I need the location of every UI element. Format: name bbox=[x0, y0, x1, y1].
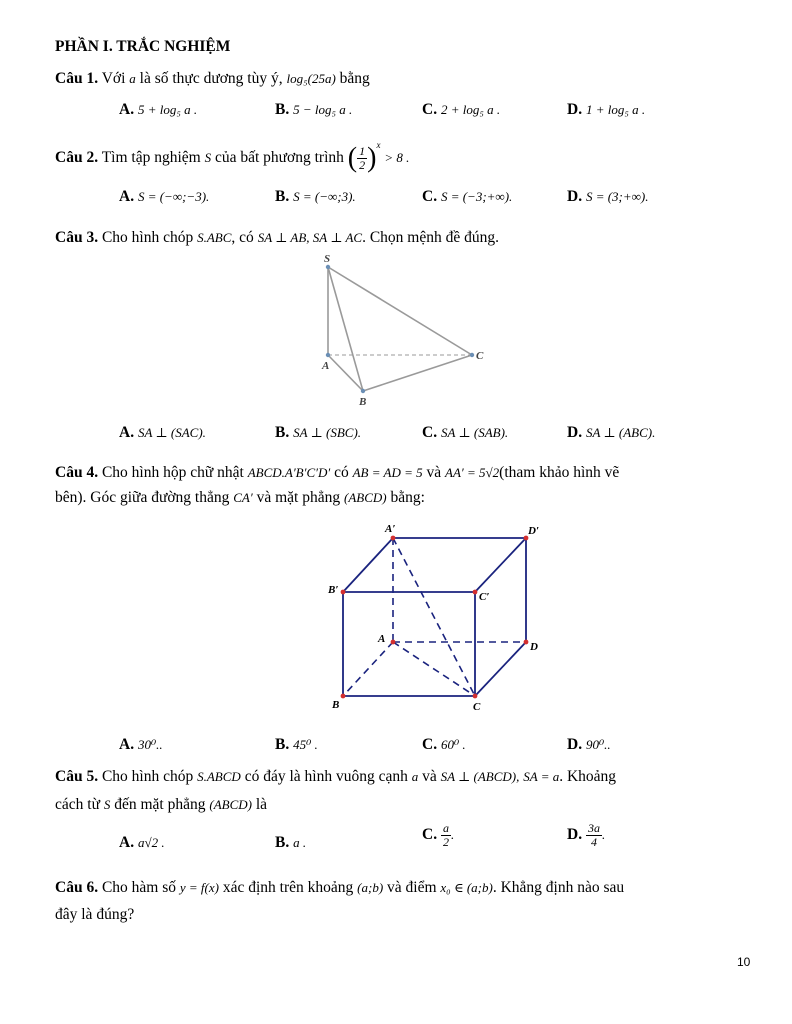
page-number: 10 bbox=[737, 955, 751, 969]
label-c: C bbox=[473, 701, 481, 713]
question-label: Câu 6. bbox=[55, 879, 99, 896]
point-a1 bbox=[391, 536, 396, 541]
option-d[interactable]: D. SA ⊥ (ABC). bbox=[567, 424, 656, 441]
point-c1 bbox=[473, 590, 478, 595]
label-d1: D′ bbox=[528, 525, 540, 537]
label-c: C bbox=[476, 350, 484, 362]
option-c[interactable]: C. $\frac{a}{2}$ . bbox=[422, 821, 455, 849]
question-label: Câu 2. bbox=[55, 149, 99, 166]
edge-a1b1 bbox=[343, 538, 393, 592]
point-c bbox=[470, 353, 474, 357]
option-a[interactable]: A. a√2 . bbox=[119, 834, 165, 851]
option-b[interactable]: B. SA ⊥ (SBC). bbox=[275, 424, 362, 441]
section-title: PHẦN I. TRẮC NGHIỆM bbox=[55, 38, 231, 55]
question-4-line-2: bên). Góc giữa đường thẳng CA′ và mặt phẳng (ABCD) bằng: bbox=[55, 489, 425, 506]
edge-a1c-hidden bbox=[393, 538, 475, 696]
point-b bbox=[341, 694, 346, 699]
question-5: Câu 5. Cho hình chóp S.ABCD có đáy là hình vuông cạnh a và SA ⊥ (ABCD), SA = a. Khoảng bbox=[55, 768, 617, 785]
option-a[interactable]: A. 30⁰.. bbox=[119, 736, 163, 753]
option-a[interactable]: A. S = (−∞;−3). bbox=[119, 188, 210, 205]
option-c[interactable]: C. 60⁰ . bbox=[422, 736, 466, 753]
fraction: $\frac{1}{2}$ bbox=[359, 143, 366, 172]
point-d bbox=[524, 640, 529, 645]
option-b[interactable]: B. 5 − log₅ a . bbox=[275, 101, 353, 118]
question-3: Câu 3. Cho hình chóp S.ABC, có SA ⊥ AB, SA ⊥ AC. Chọn mệnh đề đúng. bbox=[55, 229, 499, 246]
question-2: Câu 2. Tìm tập nghiệm S của bất phương trình ( $\frac{1}{2}$ )$^x$ > 8 . bbox=[55, 140, 410, 174]
label-b1: B′ bbox=[328, 584, 339, 596]
label-a1: A′ bbox=[385, 523, 396, 535]
option-a[interactable]: A. SA ⊥ (SAC). bbox=[119, 424, 206, 441]
question-4: Câu 4. Cho hình hộp chữ nhật ABCD.A′B′C′D′ có AB = AD = 5 và AA′ = 5√2(tham khảo hình vẽ bbox=[55, 464, 620, 481]
question-6-line-2: đây là đúng? bbox=[55, 906, 135, 923]
point-a bbox=[391, 640, 396, 645]
label-b: B bbox=[332, 699, 340, 711]
option-a[interactable]: A. 5 + log₅ a . bbox=[119, 101, 198, 118]
option-d[interactable]: D. 1 + log₅ a . bbox=[567, 101, 646, 118]
point-c bbox=[473, 694, 478, 699]
label-a: A bbox=[322, 360, 330, 372]
option-c[interactable]: C. 2 + log₅ a . bbox=[422, 101, 501, 118]
cuboid-figure bbox=[320, 518, 560, 718]
option-d[interactable]: D. S = (3;+∞). bbox=[567, 188, 649, 205]
option-c[interactable]: C. S = (−3;+∞). bbox=[422, 188, 513, 205]
point-s bbox=[326, 265, 330, 269]
option-d[interactable]: D. $\frac{3a}{4}$ . bbox=[567, 821, 606, 849]
label-a: A bbox=[378, 633, 386, 645]
question-label: Câu 1. bbox=[55, 70, 99, 87]
label-d: D bbox=[530, 641, 538, 653]
question-label: Câu 5. bbox=[55, 768, 99, 785]
point-a bbox=[326, 353, 330, 357]
question-5-line-2: cách từ S đến mặt phẳng (ABCD) là bbox=[55, 796, 268, 813]
option-b[interactable]: B. a . bbox=[275, 834, 307, 851]
option-d[interactable]: D. 90⁰.. bbox=[567, 736, 611, 753]
option-c[interactable]: C. SA ⊥ (SAB). bbox=[422, 424, 509, 441]
edge-d1c1 bbox=[475, 538, 526, 592]
edge-ac-hidden bbox=[393, 642, 475, 696]
edge-ab-hidden bbox=[343, 642, 393, 696]
pyramid-figure bbox=[300, 245, 500, 415]
edge-bc bbox=[363, 355, 472, 391]
label-b: B bbox=[359, 396, 367, 408]
question-label: Câu 4. bbox=[55, 464, 99, 481]
edge-cd bbox=[475, 642, 526, 696]
option-b[interactable]: B. 45⁰ . bbox=[275, 736, 318, 753]
question-label: Câu 3. bbox=[55, 229, 99, 246]
question-1: Câu 1. Với a là số thực dương tùy ý, log₅(25a) bằng bbox=[55, 70, 370, 87]
point-b bbox=[361, 389, 365, 393]
question-6: Câu 6. Cho hàm số y = f(x) xác định trên khoảng (a;b) và điểm x₀ ∈ (a;b). Khẳng định nào sau bbox=[55, 879, 625, 896]
point-b1 bbox=[341, 590, 346, 595]
label-c1: C′ bbox=[479, 591, 490, 603]
log-expression: log₅(25a) bbox=[286, 71, 336, 86]
label-s: S bbox=[324, 253, 331, 265]
option-b[interactable]: B. S = (−∞;3). bbox=[275, 188, 356, 205]
